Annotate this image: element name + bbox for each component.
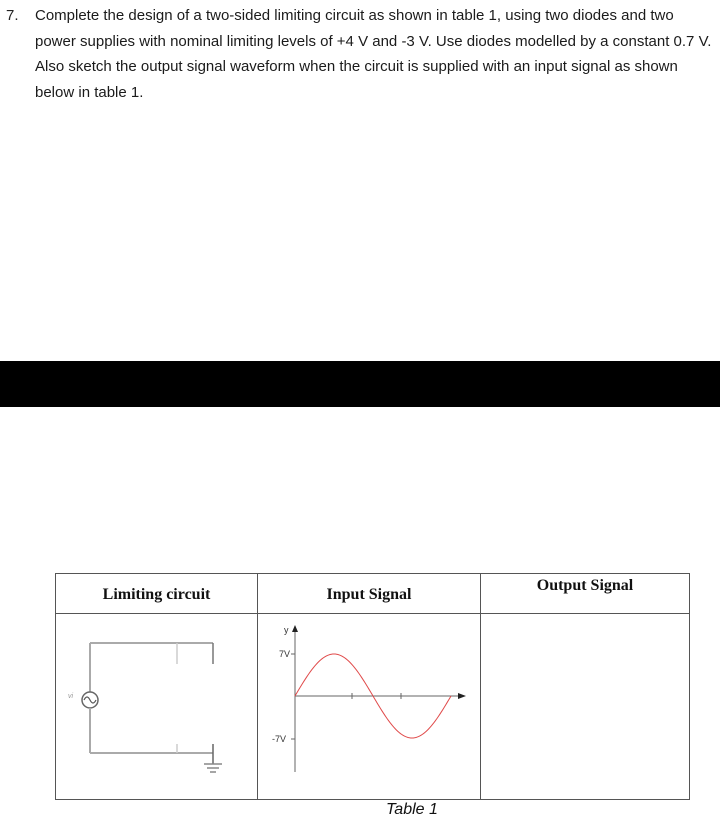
- question-text: Complete the design of a two-sided limiting circuit as shown in table 1, using two diodes and two power supplies with nominal limiting levels of +4 V and -3 V. Use diodes modelled by a constant 0.7 V. Also sketch the output signal waveform when the circuit is supplied with an input signal as shown below in table 1.: [35, 7, 712, 101]
- redaction-bar: [0, 361, 720, 407]
- ground-icon: [204, 764, 222, 772]
- input-signal-chart: [258, 614, 480, 799]
- label-positive-7v: 7V: [279, 649, 291, 659]
- header-limiting-circuit: Limiting circuit: [56, 574, 258, 614]
- source-label: vi: [68, 693, 74, 700]
- input-signal-cell: [258, 614, 481, 800]
- circuit-diagram: [56, 614, 257, 799]
- label-negative-7v: -7V: [272, 734, 287, 744]
- limiting-circuit-cell: [56, 614, 258, 800]
- table-1: [55, 573, 690, 800]
- header-output-signal: Output Signal: [481, 574, 690, 614]
- y-axis-label: y: [284, 625, 289, 635]
- output-signal-cell[interactable]: [481, 614, 690, 800]
- y-axis-arrow-icon: [292, 625, 298, 632]
- header-input-signal: Input Signal: [258, 574, 481, 614]
- table-caption: Table 1: [386, 801, 438, 818]
- ac-source-icon: [82, 692, 98, 708]
- x-axis-arrow-icon: [458, 693, 466, 699]
- question-number: 7.: [6, 7, 19, 24]
